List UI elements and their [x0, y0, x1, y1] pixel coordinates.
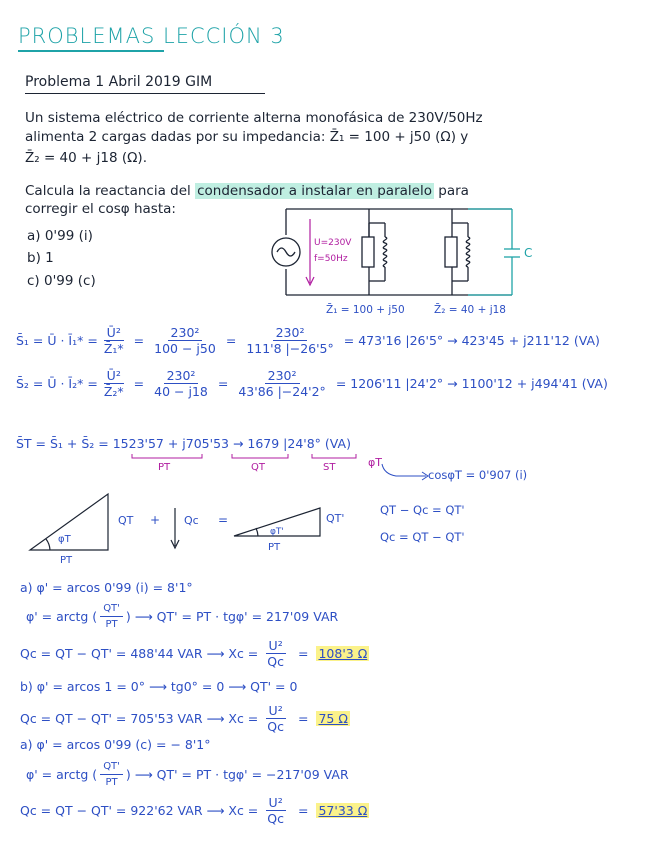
tri-eq-2: Qc = QT − QT' — [380, 530, 465, 544]
s2-frac1-den: Z̄₂* — [103, 384, 124, 399]
question-line-2: corregir el cosφ hasta: — [25, 201, 176, 217]
question-post: para — [433, 183, 469, 199]
page-title: PROBLEMAS LECCIÓN 3 — [18, 24, 285, 48]
tri-pt: PT — [60, 555, 73, 566]
problem-header: Problema 1 Abril 2019 GIM — [25, 74, 213, 90]
s1-frac1-num: Ū² — [104, 325, 124, 341]
frequency-label: f=50Hz — [314, 254, 348, 264]
s2-frac3-num: 230² — [265, 368, 300, 384]
part-a-xc-num: U² — [266, 638, 286, 654]
statement-line-1: Un sistema eléctrico de corriente alterna monofásica de 230V/50Hz — [25, 110, 483, 126]
tri-qc: Qc — [184, 514, 199, 527]
cos-phit: cosφT = 0'907 (i) — [428, 468, 528, 482]
s2-frac2-num: 230² — [164, 368, 199, 384]
part-a-xc-eq: = — [298, 646, 309, 661]
tri-equals: = — [218, 513, 229, 527]
equation-s2: S̄₂ = Ū · Ī₂* = $\frac{\text{Ū²}}{\text{Z̄₂*}}$ = $\frac{\text{230²}}{40 - j18}$ = $\frac{\text{230²}}{43'86 |-24'2^\circ}$ = 1206'11 |24'2° → 1100'12 + j494'41 (VA) — [16, 368, 608, 399]
part-a-frac-num: QT' — [100, 601, 123, 617]
voltage-label: U=230V — [314, 238, 352, 248]
question-line-1 — [25, 183, 469, 199]
statement-line-2: alimenta 2 cargas dadas por su impedancia: Z̄₁ = 100 + j50 (Ω) y — [25, 129, 469, 145]
part-c-frac-den: PT — [105, 777, 118, 788]
part-a-xc-den: Qc — [267, 654, 284, 669]
s2-frac3-den: 43'86 |−24'2° — [238, 384, 326, 399]
part-c-arctg: φ' = arctg ( — [26, 767, 98, 782]
title-underline — [18, 50, 164, 52]
tri-qt: QT — [118, 514, 134, 527]
part-b-line-1: b) φ' = arcos 1 = 0° ⟶ tg0° = 0 ⟶ QT' = 0 — [20, 679, 298, 694]
part-c-frac-num: QT' — [100, 759, 123, 775]
s2-lhs: S̄₂ = Ū · Ī₂* = — [16, 376, 98, 391]
tri-qt2: QT' — [326, 512, 345, 525]
part-a-line-1: a) φ' = arcos 0'99 (i) = 8'1° — [20, 580, 193, 595]
st-braces — [120, 452, 400, 472]
part-a-frac-den: PT — [105, 619, 118, 630]
s2-frac1-num: Ū² — [104, 368, 124, 384]
part-b-xc-eq: = — [298, 711, 309, 726]
s1-frac2-num: 230² — [168, 325, 203, 341]
label-pt: PT — [158, 462, 171, 472]
part-c-qt-prime: ) ⟶ QT' = PT · tgφ' = −217'09 VAR — [125, 767, 349, 782]
option-a: a) 0'99 (i) — [27, 228, 93, 244]
circuit-diagram — [262, 205, 542, 320]
part-c-line-3 — [20, 795, 369, 826]
part-b-xc-den: Qc — [267, 719, 284, 734]
label-phit: φT — [368, 456, 382, 469]
inductor-1-icon — [383, 237, 386, 267]
part-a-qt-prime: ) ⟶ QT' = PT · tgφ' = 217'09 VAR — [125, 609, 339, 624]
capacitor-label: C — [524, 246, 533, 260]
s1-frac3-num: 230² — [273, 325, 308, 341]
cos-arrow-icon — [380, 462, 430, 482]
tri-phit: φT — [58, 534, 71, 545]
question-highlight: condensador a instalar en paralelo — [197, 183, 432, 199]
s1-frac3-den: 111'8 |−26'5° — [246, 341, 334, 356]
equation-st: S̄T = S̄₁ + S̄₂ = 1523'57 + j705'53 → 1679 |24'8° (VA) — [16, 436, 351, 451]
part-a-arctg: φ' = arctg ( — [26, 609, 98, 624]
s1-rhs: = 473'16 |26'5° → 423'45 + j211'12 (VA) — [343, 333, 600, 348]
resistor-1-icon — [362, 237, 374, 267]
s1-lhs: S̄₁ = Ū · Ī₁* = — [16, 333, 98, 348]
question-pre: Calcula la reactancia del — [25, 183, 196, 199]
part-c-xc-den: Qc — [267, 811, 284, 826]
part-c-line-2 — [26, 759, 349, 790]
tri-pt2: PT — [268, 542, 281, 553]
part-c-qc: Qc = QT − QT' = 922'62 VAR ⟶ Xc = — [20, 803, 259, 818]
label-st: ST — [323, 462, 336, 472]
resistor-2-icon — [445, 237, 457, 267]
s2-frac2-den: 40 − j18 — [154, 384, 208, 399]
power-triangles — [20, 488, 360, 568]
equation-s1: S̄₁ = Ū · Ī₁* = $\frac{\text{Ū²}}{\text{Z̄₁*}}$ = $\frac{\text{230²}}{100 - j50}$ = $\frac{\text{230²}}{111'8 |-26'5^\circ}$ = 473'16 |26'5° → 423'45 + j211'12 (VA) — [16, 325, 600, 356]
tri-plus: + — [150, 513, 161, 527]
s1-frac2-den: 100 − j50 — [154, 341, 216, 356]
statement-line-3: Z̄₂ = 40 + j18 (Ω). — [25, 150, 147, 166]
part-a-qc: Qc = QT − QT' = 488'44 VAR ⟶ Xc = — [20, 646, 259, 661]
part-b-qc: Qc = QT − QT' = 705'53 VAR ⟶ Xc = — [20, 711, 259, 726]
s2-rhs: = 1206'11 |24'2° → 1100'12 + j494'41 (VA) — [335, 376, 608, 391]
tri-eq-1: QT − Qc = QT' — [380, 503, 465, 517]
tri-phit2: φT' — [270, 527, 284, 537]
part-a-line-2 — [26, 601, 338, 632]
part-a-result: 108'3 Ω — [318, 646, 368, 661]
part-c-xc-eq: = — [298, 803, 309, 818]
part-b-line-2 — [20, 703, 350, 734]
option-c: c) 0'99 (c) — [27, 273, 96, 289]
part-b-xc-num: U² — [266, 703, 286, 719]
option-b: b) 1 — [27, 250, 54, 266]
part-c-result: 57'33 Ω — [318, 803, 368, 818]
z2-label: Z̄₂ = 40 + j18 — [434, 304, 506, 316]
part-c-line-1: a) φ' = arcos 0'99 (c) = − 8'1° — [20, 737, 211, 752]
label-qt: QT — [251, 462, 265, 472]
part-b-result: 75 Ω — [318, 711, 348, 726]
part-c-xc-num: U² — [266, 795, 286, 811]
part-a-line-3 — [20, 638, 369, 669]
problem-header-underline — [25, 93, 265, 94]
capacitor-icon — [468, 209, 520, 295]
z1-label: Z̄₁ = 100 + j50 — [326, 304, 405, 316]
s1-frac1-den: Z̄₁* — [103, 341, 124, 356]
